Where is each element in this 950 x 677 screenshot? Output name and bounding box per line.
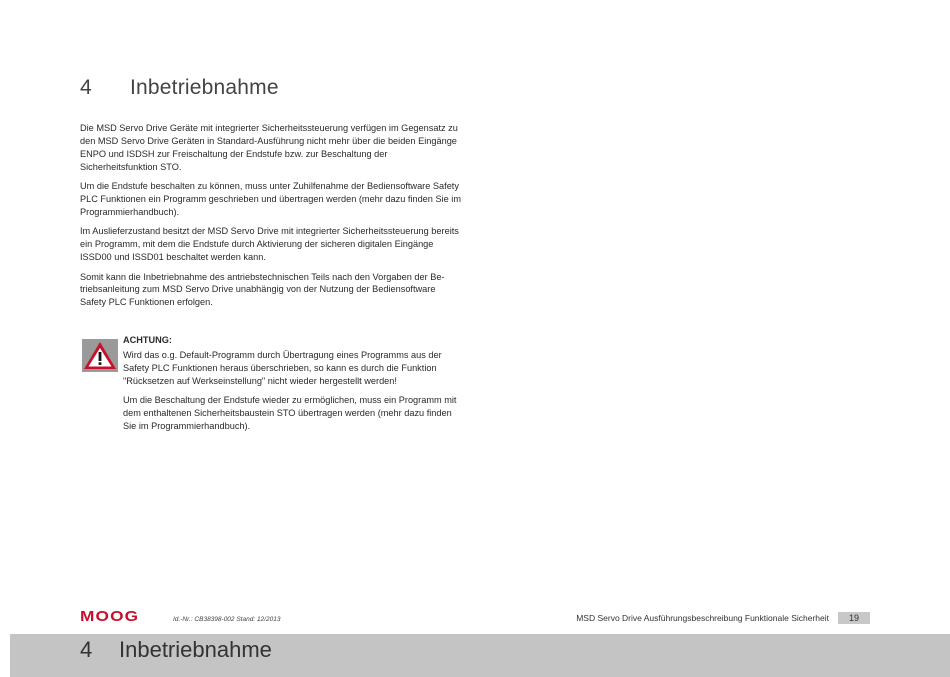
paragraph: Die MSD Servo Drive Geräte mit integrierter Sicherheitssteuerung verfügen im Gegensatz zu den MSD Servo Drive Geräten in Standard-Ausführung nicht mehr über die beiden Eingänge ENPO und ISDSH zur Freischaltung der Endstufe bzw. zur Beschaltung der Sicherheitsfunktion STO. [80,123,458,172]
bar-chapter-number: 4 [80,637,93,662]
warning-triangle-icon [82,339,118,372]
warning-text: Wird das o.g. Default-Programm durch Übertragung eines Programms aus der Safety PLC Funktionen heraus überschrieben, so kann es durch die Funktion "Rücksetzen auf Werkseinstellung" nicht wieder hergestellt werden! [123,349,442,386]
bar-heading [80,637,272,663]
chapter-number: 4 [80,76,92,99]
warning-block [123,334,463,439]
body-text [80,122,462,316]
chapter-title: Inbetriebnahme [130,76,279,99]
chapter-bar [10,634,950,677]
footer-title: MSD Servo Drive Ausführungsbeschreibung Funktionale Sicherheit [576,613,829,623]
document-id: Id.-Nr.: CB38398-002 Stand: 12/2013 [173,616,281,623]
moog-logo: MOOG [80,608,140,625]
warning-text: Um die Beschaltung der Endstufe wieder zu ermöglichen, muss ein Programm mit dem enthaltenen Sicherheitsbaustein STO übertragen werden (mehr dazu finden Sie im Programmierhandbuch). [123,395,457,431]
paragraph: Somit kann die Inbetriebnahme des antriebstechnischen Teils nach den Vorgaben der Betriebsanleitung zum MSD Servo Drive unabhängig von der Nutzung der Bediensoftware Safety PLC Funktionen erfolgen. [80,271,445,308]
paragraph: Um die Endstufe beschalten zu können, muss unter Zuhilfenahme der Bediensoftware Safety PLC Funktionen ein Programm geschrieben und übertragen werden (mehr dazu finden Sie im Programmierhandbuch). [80,181,461,217]
paragraph: Im Auslieferzustand besitzt der MSD Servo Drive mit integrierter Sicherheitssteuerung bereits ein Programm, mit dem die Endstufe durch Aktivierung der sicheren digitalen Eingänge ISSD00 und ISSD01 beschaltet werden kann. [80,226,459,263]
bar-chapter-title: Inbetriebnahme [119,637,272,662]
chapter-heading [80,76,279,100]
warning-title: ACHTUNG: [123,335,172,345]
page-number: 19 [838,612,870,624]
